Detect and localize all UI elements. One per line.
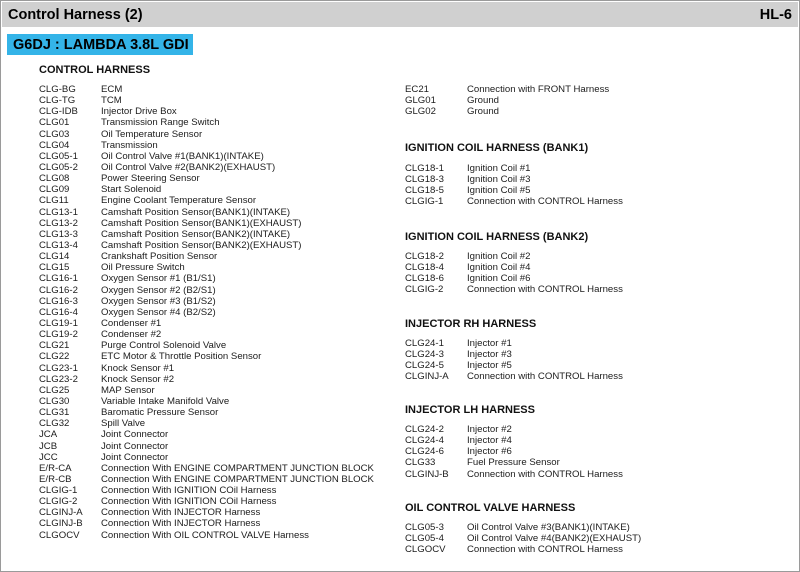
connector-description: Connection with CONTROL Harness	[467, 468, 623, 480]
connector-code: CLG23-2	[39, 373, 78, 385]
connector-row	[39, 396, 374, 407]
connector-row	[39, 452, 374, 463]
connector-code: CLG13-3	[39, 228, 78, 240]
connector-description: Engine Coolant Temperature Sensor	[101, 195, 257, 207]
connector-code: CLG13-4	[39, 239, 78, 251]
connector-code: CLG32	[39, 418, 70, 430]
connector-code: CLG14	[39, 251, 70, 263]
connector-description: Oil Temperature Sensor	[101, 128, 203, 140]
connector-row	[39, 218, 374, 229]
connector-row	[39, 429, 374, 440]
connector-code: CLG16-4	[39, 306, 78, 318]
connector-list-ignition-bank1	[405, 163, 623, 208]
connector-row	[39, 496, 374, 507]
connector-description: Oil Control Valve #4(BANK2)(EXHAUST)	[467, 533, 642, 545]
page-code: HL-6	[759, 6, 792, 23]
connector-row	[39, 285, 374, 296]
connector-description: Ignition Coil #5	[467, 185, 531, 197]
section-title-ignition-bank2: IGNITION COIL HARNESS (BANK2)	[405, 231, 589, 243]
section-title-injector-lh: INJECTOR LH HARNESS	[405, 404, 535, 416]
connector-description: Injector #3	[467, 349, 512, 361]
connector-row	[39, 173, 374, 184]
connector-description: Connection with CONTROL Harness	[467, 371, 623, 383]
connector-description: Oxygen Sensor #1 (B1/S1)	[101, 273, 216, 285]
connector-description: Connection with FRONT Harness	[467, 84, 610, 95]
connector-description: Connection With IGNITION COil Harness	[101, 496, 277, 508]
connector-row	[39, 463, 374, 474]
connector-description: Oxygen Sensor #3 (B1/S2)	[101, 295, 216, 307]
connector-code: CLG18-4	[405, 262, 444, 274]
connector-row	[405, 106, 609, 117]
connector-code: CLG24-1	[405, 338, 444, 349]
connector-code: CLG16-3	[39, 295, 78, 307]
connector-row	[39, 374, 374, 385]
connector-code: JCA	[39, 429, 58, 441]
connector-row	[39, 129, 374, 140]
connector-list-control-harness	[39, 84, 374, 541]
connector-row	[39, 518, 374, 529]
connector-code: CLG03	[39, 128, 70, 140]
connector-code: CLG16-1	[39, 273, 78, 285]
connector-code: CLG08	[39, 173, 70, 185]
connector-description: ECM	[101, 84, 123, 95]
connector-code: GLG02	[405, 106, 436, 118]
connector-code: CLGINJ-A	[39, 507, 83, 519]
connector-description: Start Solenoid	[101, 184, 162, 196]
connector-row	[405, 544, 641, 555]
connector-code: CLG33	[405, 457, 436, 469]
connector-row	[39, 262, 374, 273]
connector-code: CLGOCV	[39, 529, 80, 541]
connector-code: CLGINJ-B	[405, 468, 449, 480]
connector-description: Knock Sensor #1	[101, 362, 175, 374]
connector-description: Connection With ENGINE COMPARTMENT JUNCTION BLOCK	[101, 473, 374, 485]
connector-row	[405, 469, 623, 480]
connector-code: CLG24-5	[405, 360, 444, 372]
connector-description: Connection with CONTROL Harness	[467, 544, 623, 556]
connector-list-injector-rh	[405, 338, 623, 383]
connector-row	[39, 351, 374, 362]
connector-row	[405, 457, 623, 468]
connector-description: Connection With INJECTOR Harness	[101, 518, 261, 530]
connector-description: MAP Sensor	[101, 384, 155, 396]
connector-code: JCB	[39, 440, 58, 452]
connector-row	[39, 407, 374, 418]
connector-row	[405, 338, 623, 349]
connector-code: CLG18-5	[405, 185, 444, 197]
connector-row	[405, 522, 641, 533]
connector-description: Injector #6	[467, 446, 512, 458]
connector-description: Connection With ENGINE COMPARTMENT JUNCTION BLOCK	[101, 462, 374, 474]
connector-code: CLG13-1	[39, 206, 78, 218]
connector-row	[405, 435, 623, 446]
connector-row	[39, 195, 374, 206]
connector-row	[39, 307, 374, 318]
connector-code: E/R-CA	[39, 462, 72, 474]
connector-description: Camshaft Position Sensor(BANK1)(EXHAUST)	[101, 217, 302, 229]
connector-code: CLG09	[39, 184, 70, 196]
connector-description: Joint Connector	[101, 440, 169, 452]
connector-description: Ground	[467, 106, 499, 118]
connector-row	[39, 184, 374, 195]
connector-description: Oil Control Valve #3(BANK1)(INTAKE)	[467, 522, 630, 533]
connector-code: CLG05-2	[39, 161, 78, 173]
engine-label-banner: G6DJ : LAMBDA 3.8L GDI	[7, 34, 193, 55]
connector-code: CLG05-4	[405, 533, 444, 545]
section-title-ocv-harness: OIL CONTROL VALVE HARNESS	[405, 502, 576, 514]
connector-code: CLG11	[39, 195, 69, 207]
connector-description: Baromatic Pressure Sensor	[101, 407, 219, 419]
connector-code: CLG24-6	[405, 446, 444, 458]
connector-description: Oil Control Valve #2(BANK2)(EXHAUST)	[101, 161, 276, 173]
connector-row	[405, 196, 623, 207]
connector-description: Injector #5	[467, 360, 512, 372]
connector-code: CLG13-2	[39, 217, 78, 229]
connector-row	[405, 360, 623, 371]
connector-row	[39, 530, 374, 541]
connector-description: Injector #4	[467, 435, 512, 447]
connector-code: CLG24-2	[405, 424, 444, 435]
connector-row	[39, 507, 374, 518]
connector-code: CLG25	[39, 384, 70, 396]
connector-code: CLG18-6	[405, 273, 444, 285]
connector-row	[405, 95, 609, 106]
connector-code: CLG22	[39, 351, 70, 363]
connector-row	[39, 340, 374, 351]
connector-code: E/R-CB	[39, 473, 72, 485]
connector-row	[39, 474, 374, 485]
connector-description: Camshaft Position Sensor(BANK2)(INTAKE)	[101, 228, 291, 240]
connector-row	[39, 207, 374, 218]
connector-code: CLGIG-1	[405, 196, 444, 208]
connector-row	[39, 385, 374, 396]
connector-row	[39, 84, 374, 95]
connector-row	[39, 251, 374, 262]
connector-code: CLG01	[39, 117, 70, 129]
connector-description: Joint Connector	[101, 451, 169, 463]
connector-description: Injector Drive Box	[101, 106, 177, 118]
connector-code: CLG19-2	[39, 329, 78, 341]
connector-list-control-harness-cont	[405, 84, 609, 117]
connector-description: Joint Connector	[101, 429, 169, 441]
connector-description: Ignition Coil #4	[467, 262, 531, 274]
connector-row	[405, 273, 623, 284]
connector-list-ocv-harness	[405, 522, 641, 555]
connector-code: CLG15	[39, 262, 70, 274]
connector-description: Fuel Pressure Sensor	[467, 457, 560, 469]
connector-code: CLG19-1	[39, 317, 78, 329]
connector-code: CLG04	[39, 139, 70, 151]
connector-row	[405, 163, 623, 174]
connector-description: Crankshaft Position Sensor	[101, 251, 218, 263]
connector-description: Connection With IGNITION COil Harness	[101, 485, 277, 497]
connector-code: GLG01	[405, 95, 436, 107]
connector-description: Injector #2	[467, 424, 512, 435]
connector-row	[39, 273, 374, 284]
connector-description: Transmission	[101, 139, 158, 151]
connector-description: Knock Sensor #2	[101, 373, 175, 385]
connector-row	[39, 229, 374, 240]
connector-code: CLG24-3	[405, 349, 444, 361]
connector-code: EC21	[405, 84, 429, 95]
connector-description: Oxygen Sensor #4 (B2/S2)	[101, 306, 216, 318]
connector-code: CLGIG-2	[39, 496, 78, 508]
connector-row	[39, 106, 374, 117]
connector-description: Camshaft Position Sensor(BANK1)(INTAKE)	[101, 206, 291, 218]
connector-description: Camshaft Position Sensor(BANK2)(EXHAUST)	[101, 239, 302, 251]
section-title-injector-rh: INJECTOR RH HARNESS	[405, 318, 537, 330]
connector-row	[39, 363, 374, 374]
connector-code: CLGIG-2	[405, 284, 444, 296]
connector-code: CLG18-1	[405, 163, 444, 174]
connector-row	[405, 185, 623, 196]
connector-row	[39, 329, 374, 340]
page-title: Control Harness (2)	[8, 6, 143, 23]
connector-row	[405, 446, 623, 457]
connector-description: Spill Valve	[101, 418, 146, 430]
connector-row	[405, 84, 609, 95]
connector-row	[39, 140, 374, 151]
connector-description: Ignition Coil #3	[467, 174, 531, 186]
connector-code: CLG31	[39, 407, 70, 419]
connector-code: CLGINJ-A	[405, 371, 449, 383]
connector-row	[405, 284, 623, 295]
connector-list-ignition-bank2	[405, 251, 623, 296]
connector-code: CLGINJ-B	[39, 518, 83, 530]
page-header	[2, 2, 798, 27]
connector-description: Oil Pressure Switch	[101, 262, 185, 274]
connector-description: Transmission Range Switch	[101, 117, 220, 129]
connector-code: JCC	[39, 451, 58, 463]
connector-description: Connection With OIL CONTROL VALVE Harness	[101, 529, 309, 541]
connector-description: Purge Control Solenoid Valve	[101, 340, 227, 352]
connector-row	[39, 95, 374, 106]
connector-description: Power Steering Sensor	[101, 173, 200, 185]
connector-description: Injector #1	[467, 338, 512, 349]
connector-row	[39, 418, 374, 429]
connector-row	[39, 296, 374, 307]
connector-description: Oxygen Sensor #2 (B2/S1)	[101, 284, 216, 296]
connector-code: CLG-TG	[39, 95, 76, 107]
connector-description: ETC Motor & Throttle Position Sensor	[101, 351, 262, 363]
connector-code: CLG05-1	[39, 150, 78, 162]
connector-code: CLGIG-1	[39, 485, 78, 497]
connector-row	[39, 117, 374, 128]
connector-description: Oil Control Valve #1(BANK1)(INTAKE)	[101, 150, 264, 162]
connector-description: Ignition Coil #2	[467, 251, 531, 262]
connector-code: CLGOCV	[405, 544, 446, 556]
connector-row	[405, 371, 623, 382]
connector-list-injector-lh	[405, 424, 623, 480]
connector-row	[405, 251, 623, 262]
connector-row	[405, 424, 623, 435]
connector-description: Condenser #1	[101, 317, 162, 329]
connector-code: CLG16-2	[39, 284, 78, 296]
connector-code: CLG23-1	[39, 362, 78, 374]
connector-description: Connection With INJECTOR Harness	[101, 507, 261, 519]
connector-row	[405, 262, 623, 273]
connector-code: CLG18-2	[405, 251, 444, 262]
section-title-ignition-bank1: IGNITION COIL HARNESS (BANK1)	[405, 142, 589, 154]
connector-row	[39, 162, 374, 173]
connector-description: Variable Intake Manifold Valve	[101, 395, 230, 407]
connector-description: Ignition Coil #6	[467, 273, 531, 285]
connector-description: Condenser #2	[101, 329, 162, 341]
connector-code: CLG24-4	[405, 435, 444, 447]
connector-description: Connection with CONTROL Harness	[467, 284, 623, 296]
connector-row	[405, 349, 623, 360]
connector-code: CLG30	[39, 395, 70, 407]
connector-description: TCM	[101, 95, 122, 107]
connector-description: Ignition Coil #1	[467, 163, 531, 174]
connector-code: CLG-BG	[39, 84, 76, 95]
connector-row	[39, 441, 374, 452]
section-title-control-harness: CONTROL HARNESS	[39, 64, 151, 76]
connector-row	[39, 318, 374, 329]
connector-code: CLG-IDB	[39, 106, 78, 118]
connector-code: CLG21	[39, 340, 70, 352]
connector-row	[39, 151, 374, 162]
connector-description: Ground	[467, 95, 499, 107]
connector-row	[405, 533, 641, 544]
connector-row	[39, 240, 374, 251]
connector-row	[39, 485, 374, 496]
connector-code: CLG18-3	[405, 174, 444, 186]
connector-description: Connection with CONTROL Harness	[467, 196, 623, 208]
connector-row	[405, 174, 623, 185]
connector-code: CLG05-3	[405, 522, 444, 533]
